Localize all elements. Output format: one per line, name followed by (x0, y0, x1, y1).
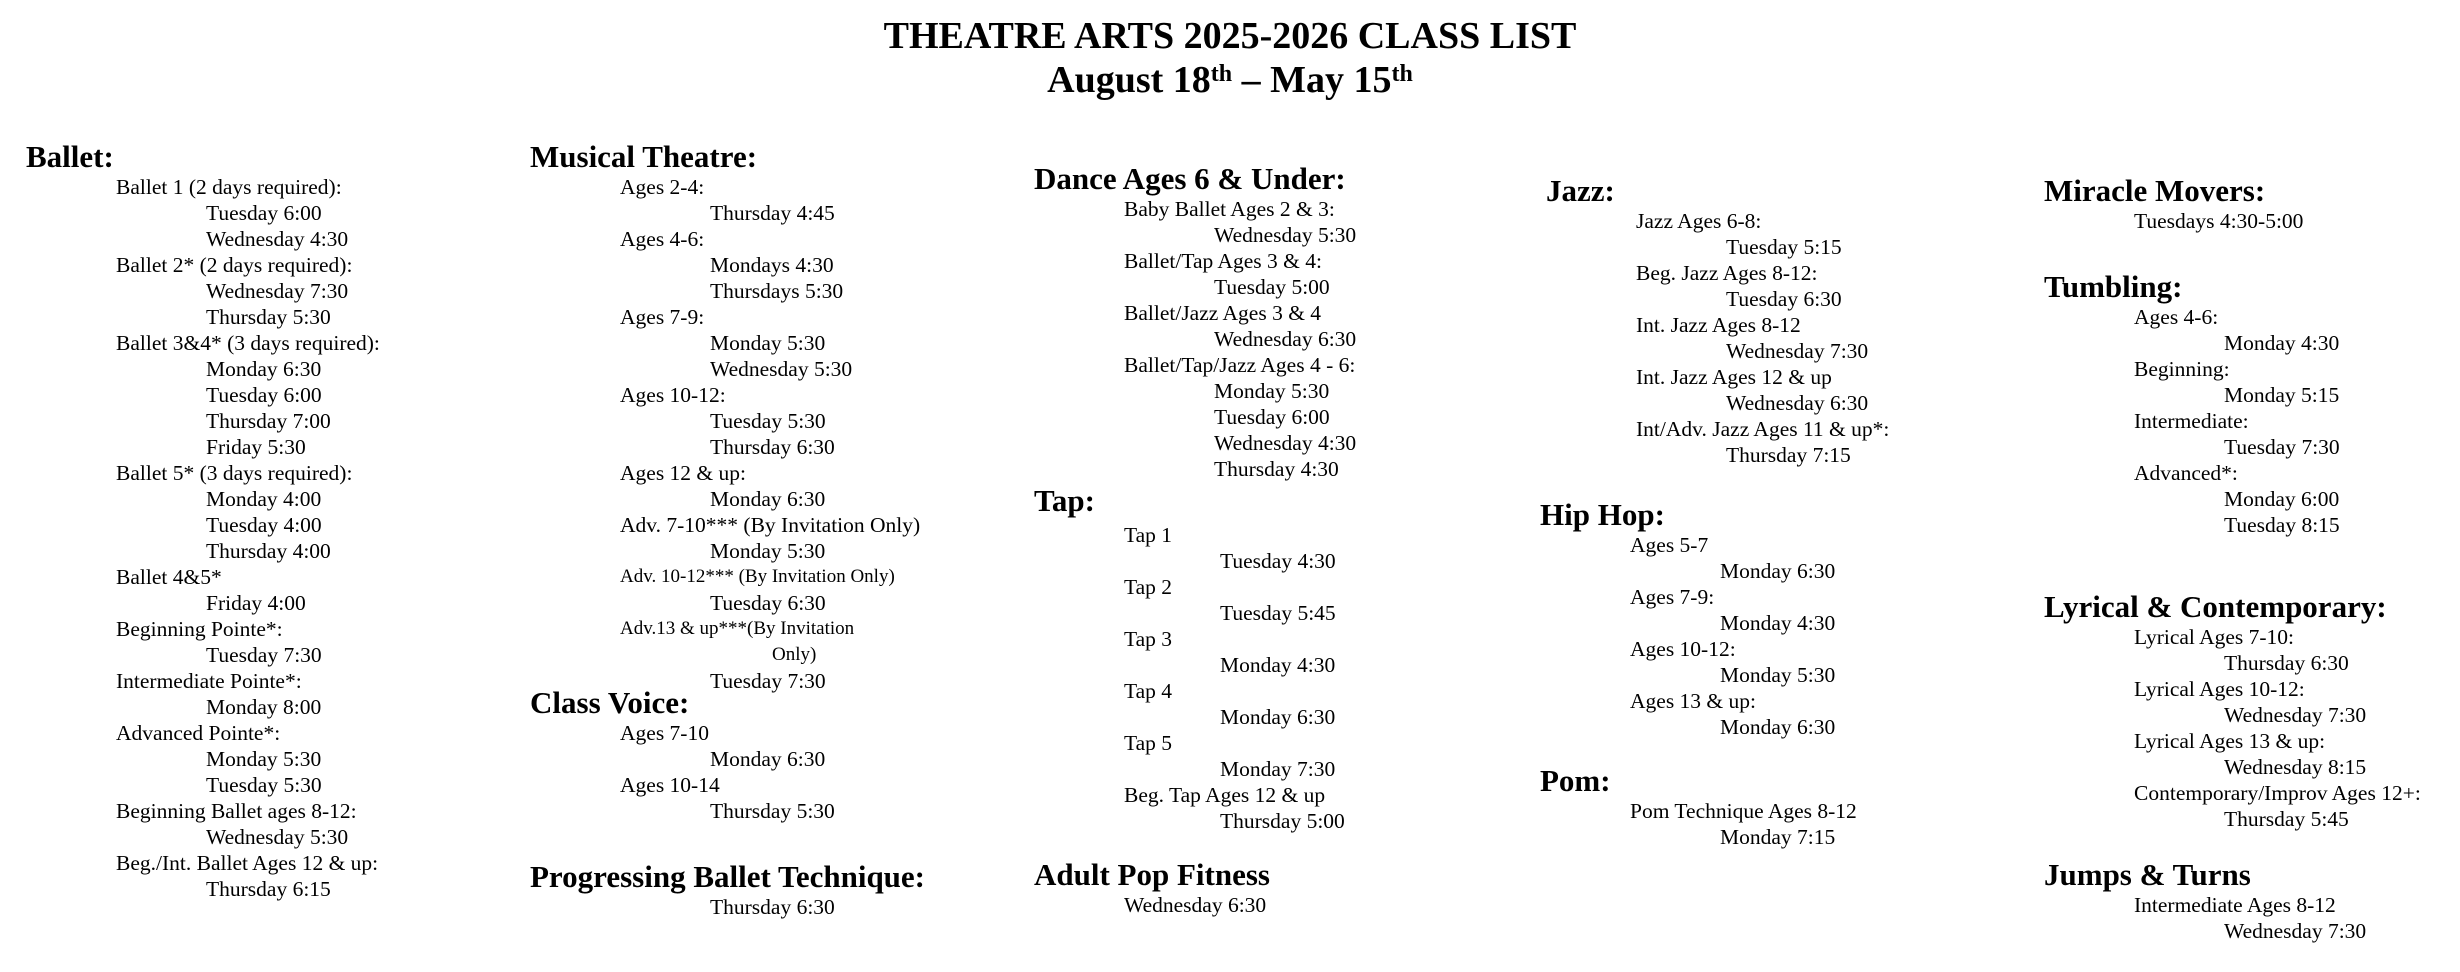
section-miracle-movers (2044, 174, 2303, 234)
section-heading: Tap: (1034, 483, 1095, 518)
class-time: Wednesday 5:30 (710, 357, 853, 381)
class-time: Monday 4:30 (1720, 611, 1836, 635)
section-adult-pop (1034, 858, 1270, 918)
class-name: Beg. Tap Ages 12 & up (1124, 783, 1326, 807)
class-time: Tuesday 5:30 (206, 773, 322, 797)
class-time: Mondays 4:30 (710, 253, 834, 277)
class-time: Thursday 5:30 (710, 799, 835, 823)
class-time: Monday 5:30 (710, 331, 826, 355)
class-time: Wednesday 7:30 (2224, 919, 2367, 943)
section-lyrical (2044, 590, 2421, 832)
class-time: Wednesday 7:30 (1726, 339, 1869, 363)
class-name: Ages 5-7 (1630, 533, 1709, 557)
class-time: Friday 5:30 (206, 435, 306, 459)
section-heading: Progressing Ballet Technique: (530, 859, 926, 894)
class-time: Wednesday 7:30 (2224, 703, 2367, 727)
section-heading: Jumps & Turns (2044, 857, 2251, 892)
class-time: Tuesday 5:45 (1220, 601, 1336, 625)
class-name: Contemporary/Improv Ages 12+: (2134, 781, 2421, 805)
class-name: Beg. Jazz Ages 8-12: (1636, 261, 1818, 285)
class-name: Pom Technique Ages 8-12 (1630, 799, 1857, 823)
section-progressing-ballet (530, 860, 925, 920)
class-time: Monday 6:30 (710, 487, 826, 511)
class-time: Monday 6:30 (206, 357, 322, 381)
class-time: Wednesday 5:30 (1214, 223, 1357, 247)
class-name: Ages 7-10 (620, 721, 709, 745)
section-heading: Ballet: (26, 139, 114, 174)
section-tap (1034, 484, 1345, 834)
class-time: Thursday 6:30 (710, 435, 835, 459)
class-name: Ballet 4&5* (116, 565, 222, 589)
class-time: Tuesday 6:30 (710, 591, 826, 615)
class-time: Monday 4:00 (206, 487, 322, 511)
class-name: Ages 4-6: (620, 227, 705, 251)
class-name: Ballet/Tap Ages 3 & 4: (1124, 249, 1322, 273)
class-name: Adv. 7-10*** (By Invitation Only) (620, 513, 921, 537)
class-name: Ages 7-9: (1630, 585, 1715, 609)
class-time: Wednesday 5:30 (206, 825, 349, 849)
class-time: Tuesday 6:00 (1214, 405, 1330, 429)
title-sup-2: th (1391, 61, 1413, 87)
section-tumbling (2044, 270, 2340, 538)
class-time: Wednesday 4:30 (206, 227, 349, 251)
class-name: Tap 1 (1124, 523, 1173, 547)
section-heading: Jazz: (1546, 173, 1615, 208)
class-time: Thursday 5:30 (206, 305, 331, 329)
class-time: Thursdays 5:30 (710, 279, 844, 303)
class-time: Wednesday 6:30 (1726, 391, 1869, 415)
class-name: Adv.13 & up***(By Invitation (620, 618, 855, 639)
section-heading: Pom: (1540, 763, 1611, 798)
class-name: Ages 7-9: (620, 305, 705, 329)
page-title (0, 14, 2460, 102)
class-time: Tuesday 5:00 (1214, 275, 1330, 299)
class-name: Tap 2 (1124, 575, 1173, 599)
class-time: Thursday 5:45 (2224, 807, 2349, 831)
class-name: Ballet/Tap/Jazz Ages 4 - 6: (1124, 353, 1356, 377)
title-date-end: – May 15 (1232, 59, 1392, 101)
class-name: Lyrical Ages 7-10: (2134, 625, 2295, 649)
section-jazz (1546, 174, 1889, 468)
class-time: Tuesday 6:30 (1726, 287, 1842, 311)
section-heading: Hip Hop: (1540, 497, 1665, 532)
class-name: Ages 2-4: (620, 175, 705, 199)
class-time: Monday 7:30 (1220, 757, 1336, 781)
class-time: Tuesday 7:30 (710, 669, 826, 693)
class-name: Ballet 5* (3 days required): (116, 461, 353, 485)
title-date-start: August 18 (1047, 59, 1211, 101)
class-time: Thursday 7:15 (1726, 443, 1851, 467)
class-name: Beginning Pointe*: (116, 617, 283, 641)
class-name: Int. Jazz Ages 8-12 (1636, 313, 1801, 337)
title-sup-1: th (1210, 61, 1233, 87)
class-name: Lyrical Ages 13 & up: (2134, 729, 2326, 753)
class-name: Beg./Int. Ballet Ages 12 & up: (116, 851, 379, 875)
class-name: Ballet/Jazz Ages 3 & 4 (1124, 301, 1322, 325)
class-time: Wednesday 4:30 (1214, 431, 1357, 455)
class-time: Monday 5:30 (206, 747, 322, 771)
class-time: Monday 5:30 (1214, 379, 1330, 403)
class-time: Thursday 6:30 (710, 895, 835, 919)
class-name: Int. Jazz Ages 12 & up (1636, 365, 1832, 389)
class-name: Adv. 10-12*** (By Invitation Only) (620, 566, 895, 587)
class-time: Tuesday 7:30 (206, 643, 322, 667)
class-time: Tuesday 8:15 (2224, 513, 2340, 537)
class-time: Thursday 4:30 (1214, 457, 1339, 481)
class-time: Thursday 7:00 (206, 409, 331, 433)
class-time: Wednesday 7:30 (206, 279, 349, 303)
class-name: Tap 4 (1124, 679, 1173, 703)
class-name: Ballet 1 (2 days required): (116, 175, 342, 199)
section-heading: Lyrical & Contemporary: (2044, 589, 2387, 624)
class-time: Friday 4:00 (206, 591, 306, 615)
class-time: Tuesday 5:30 (710, 409, 826, 433)
class-name: Advanced*: (2134, 461, 2238, 485)
class-time: Tuesday 7:30 (2224, 435, 2340, 459)
class-time: Thursday 4:00 (206, 539, 331, 563)
section-dance-6-under (1034, 162, 1356, 482)
section-heading: Adult Pop Fitness (1034, 857, 1270, 892)
section-ballet (26, 140, 380, 902)
class-name: Tap 5 (1124, 731, 1173, 755)
class-name: Ages 13 & up: (1630, 689, 1757, 713)
title-line-1: THEATRE ARTS 2025-2026 CLASS LIST (883, 15, 1577, 57)
class-name: Ages 12 & up: (620, 461, 747, 485)
class-time: Monday 6:30 (710, 747, 826, 771)
class-time: Tuesday 6:00 (206, 383, 322, 407)
section-heading: Tumbling: (2044, 269, 2183, 304)
class-time: Thursday 6:15 (206, 877, 331, 901)
class-name: Tap 3 (1124, 627, 1173, 651)
class-name: Ages 10-12: (620, 383, 726, 407)
section-heading: Class Voice: (530, 685, 690, 720)
class-name: Beginning Ballet ages 8-12: (116, 799, 357, 823)
class-time: Thursday 5:00 (1220, 809, 1345, 833)
section-heading: Dance Ages 6 & Under: (1034, 161, 1346, 196)
class-time: Monday 6:00 (2224, 487, 2340, 511)
class-time: Only) (772, 644, 817, 665)
class-time: Tuesday 4:00 (206, 513, 322, 537)
class-time: Tuesday 5:15 (1726, 235, 1842, 259)
class-name: Advanced Pointe*: (116, 721, 281, 745)
class-name: Int/Adv. Jazz Ages 11 & up*: (1636, 417, 1890, 441)
class-time: Monday 4:30 (2224, 331, 2340, 355)
class-name: Ages 10-14 (620, 773, 720, 797)
class-time: Monday 5:30 (1720, 663, 1836, 687)
section-class-voice (530, 686, 835, 824)
section-jumps-turns (2044, 858, 2366, 944)
class-name: Intermediate Ages 8-12 (2134, 893, 2336, 917)
class-time: Monday 7:15 (1720, 825, 1836, 849)
class-time: Tuesday 6:00 (206, 201, 322, 225)
class-time: Thursday 4:45 (710, 201, 835, 225)
class-time: Monday 4:30 (1220, 653, 1336, 677)
class-time: Monday 8:00 (206, 695, 322, 719)
class-time: Thursday 6:30 (2224, 651, 2349, 675)
class-time: Monday 6:30 (1220, 705, 1336, 729)
class-name: Ages 4-6: (2134, 305, 2219, 329)
class-name: Intermediate Pointe*: (116, 669, 302, 693)
class-name: Ballet 3&4* (3 days required): (116, 331, 380, 355)
class-name: Beginning: (2134, 357, 2230, 381)
class-time: Wednesday 6:30 (1214, 327, 1357, 351)
section-musical-theatre (530, 140, 920, 694)
class-time: Monday 6:30 (1720, 715, 1836, 739)
class-name: Baby Ballet Ages 2 & 3: (1124, 197, 1335, 221)
class-time: Monday 6:30 (1720, 559, 1836, 583)
class-name: Tuesdays 4:30-5:00 (2134, 209, 2304, 233)
class-name: Wednesday 6:30 (1124, 893, 1267, 917)
class-time: Wednesday 8:15 (2224, 755, 2367, 779)
class-time: Tuesday 4:30 (1220, 549, 1336, 573)
section-pom (1540, 764, 1857, 850)
class-name: Ages 10-12: (1630, 637, 1736, 661)
class-time: Monday 5:15 (2224, 383, 2340, 407)
class-name: Lyrical Ages 10-12: (2134, 677, 2305, 701)
class-name: Jazz Ages 6-8: (1636, 209, 1762, 233)
class-name: Intermediate: (2134, 409, 2249, 433)
class-name: Ballet 2* (2 days required): (116, 253, 353, 277)
section-hip-hop (1540, 498, 1835, 740)
section-heading: Musical Theatre: (530, 139, 758, 174)
class-time: Monday 5:30 (710, 539, 826, 563)
title-line-2 (0, 58, 2460, 102)
section-heading: Miracle Movers: (2044, 173, 2266, 208)
